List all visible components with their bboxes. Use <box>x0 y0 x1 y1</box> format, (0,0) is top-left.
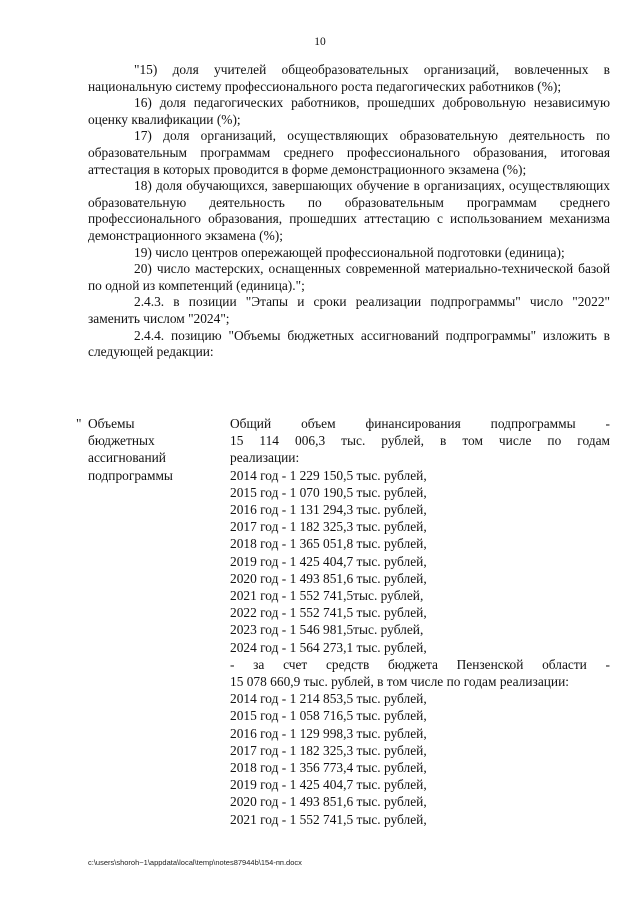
total-year-line: 2021 год - 1 552 741,5тыс. рублей, <box>230 588 424 604</box>
document-body <box>88 62 610 361</box>
regional-budget-line: - за счет средств бюджета Пензенской области - <box>230 656 610 672</box>
total-year-line: 2022 год - 1 552 741,5 тыс. рублей, <box>230 605 427 621</box>
regional-year-line: 2014 год - 1 214 853,5 тыс. рублей, <box>230 691 427 707</box>
file-path-footer: c:\users\shoroh~1\appdata\local\temp\notes87944b\154-пп.docx <box>88 858 302 867</box>
paragraph-item-17: 17) доля организаций, осуществляющих образовательную деятельность по образовательным программам среднего профессионального образования, итоговая аттестация в которых проводится в форме демонстрационного экзамена (%); <box>88 128 610 177</box>
regional-budget-line: 15 078 660,9 тыс. рублей, в том числе по годам реализации: <box>230 674 569 690</box>
regional-year-line: 2018 год - 1 356 773,4 тыс. рублей, <box>230 760 427 776</box>
regional-year-line: 2019 год - 1 425 404,7 тыс. рублей, <box>230 777 427 793</box>
total-year-line: 2024 год - 1 564 273,1 тыс. рублей, <box>230 639 427 655</box>
paragraph-item-19: 19) число центров опережающей профессиональной подготовки (единица); <box>134 244 565 260</box>
total-year-line: 2017 год - 1 182 325,3 тыс. рублей, <box>230 519 427 535</box>
regional-year-line: 2015 год - 1 058 716,5 тыс. рублей, <box>230 708 427 724</box>
label-line: подпрограммы <box>88 467 173 483</box>
total-year-line: 2020 год - 1 493 851,6 тыс. рублей, <box>230 570 427 586</box>
total-year-line: 2019 год - 1 425 404,7 тыс. рублей, <box>230 553 427 569</box>
table-label-column <box>88 415 208 484</box>
label-line: Объемы <box>88 416 135 431</box>
regional-year-line: 2016 год - 1 129 998,3 тыс. рублей, <box>230 725 427 741</box>
regional-year-line: 2020 год - 1 493 851,6 тыс. рублей, <box>230 794 427 810</box>
paragraph-2-4-3: 2.4.3. в позиции "Этапы и сроки реализации подпрограммы" число "2022" заменить числом "2024"; <box>88 294 610 326</box>
paragraph-item-16: 16) доля педагогических работников, прошедших добровольную независимую оценку квалификации (%); <box>88 95 610 127</box>
total-financing-line: реализации: <box>230 450 300 466</box>
label-line: ассигнований <box>88 450 166 466</box>
regional-year-line: 2021 год - 1 552 741,5 тыс. рублей, <box>230 811 427 827</box>
total-year-line: 2015 год - 1 070 190,5 тыс. рублей, <box>230 484 427 500</box>
regional-year-line: 2017 год - 1 182 325,3 тыс. рублей, <box>230 742 427 758</box>
total-year-line: 2018 год - 1 365 051,8 тыс. рублей, <box>230 536 427 552</box>
paragraph-item-18: 18) доля обучающихся, завершающих обучение в организациях, осуществляющих образовательную деятельность по образовательным программам среднего профессионального образования, прошедших аттестацию с использованием механизма демонстрационного экзамена (%); <box>88 178 610 243</box>
total-year-line: 2014 год - 1 229 150,5 тыс. рублей, <box>230 467 427 483</box>
paragraph-item-15: "15) доля учителей общеобразовательных организаций, вовлеченных в национальную систему профессионального роста педагогических работников (%); <box>88 62 610 94</box>
table-value-column <box>230 415 610 828</box>
total-financing-line: Общий объем финансирования подпрограммы - <box>230 416 610 431</box>
paragraph-item-20: 20) число мастерских, оснащенных современной материально-технической базой по одной из компетенций (единица)."; <box>88 261 610 293</box>
page-number: 10 <box>314 36 326 48</box>
label-line: бюджетных <box>88 433 155 449</box>
total-financing-line: 15 114 006,3 тыс. рублей, в том числе по годам <box>230 433 610 449</box>
total-year-line: 2016 год - 1 131 294,3 тыс. рублей, <box>230 502 427 518</box>
paragraph-2-4-4: 2.4.4. позицию "Объемы бюджетных ассигнований подпрограммы" изложить в следующей редакции: <box>88 327 610 360</box>
opening-quote: " <box>76 416 82 431</box>
total-year-line: 2023 год - 1 546 981,5тыс. рублей, <box>230 622 424 638</box>
